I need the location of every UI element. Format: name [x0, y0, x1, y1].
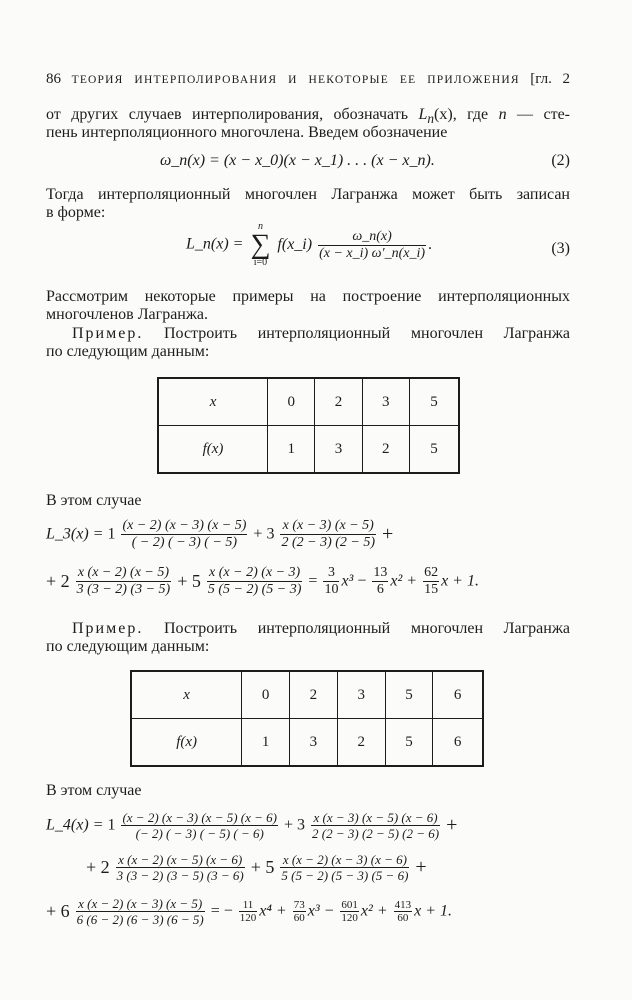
formula-L4-line-3: + 6 $\frac{x (x - 2) (x - 3) (x - 5)}{6 (6 - 2) (6 - 3) (6 - 5)}$ = − $\frac{11}{120}$ x⁴ + $\frac{73}{60}$ x³ − $\frac{601}{120}$ x² + $\frac{413}{60}$ x + 1. — [46, 896, 453, 927]
formula-L4-line-2: + 2 $\frac{x (x - 2) (x - 5) (x - 6)}{3 (3 - 2) (3 - 5) (3 - 6)}$ + 5 $\frac{x (x - 2) (x - 3) (x - 6)}{5 (5 - 2) (5 - 3) (5 - 6)}$ + — [86, 852, 427, 883]
table-cell: 2 — [337, 719, 385, 767]
example-2-line-1 — [72, 620, 570, 638]
math-n: n — [498, 106, 507, 123]
table-cell: 6 — [433, 719, 483, 767]
table-cell: 1 — [242, 719, 290, 767]
text-span: — сте- — [517, 106, 570, 123]
table-row — [158, 378, 459, 426]
table-cell: x — [158, 378, 268, 426]
eq3-numerator: ω_n(x) — [318, 229, 426, 246]
example-2-case-label: В этом случае — [46, 782, 142, 799]
paragraph-1-line-2: пень интерполяционного многочлена. Введем обозначение — [46, 124, 448, 141]
summation-sign: n ∑ i=0 — [250, 221, 271, 268]
example-1-case-label: В этом случае — [46, 492, 142, 509]
example-1-line-1 — [72, 325, 570, 343]
paragraph-2-line-2: в форме: — [46, 204, 106, 221]
example-2-line-2: по следующим данным: — [46, 638, 210, 655]
table-cell: 2 — [315, 378, 362, 426]
math-Ln: $L_n(x)$, — [418, 106, 457, 127]
table-cell: 5 — [385, 719, 433, 767]
table-cell: 2 — [290, 671, 338, 719]
data-table-2 — [130, 670, 484, 767]
eq3-fraction — [318, 229, 426, 262]
running-title: ТЕОРИЯ ИНТЕРПОЛИРОВАНИЯ И НЕКОТОРЫЕ ЕЕ ПРИЛОЖЕНИЯ — [71, 74, 520, 86]
equation-2: ω_n(x) = (x − x_0)(x − x_1) . . . (x − x_n). — [160, 152, 435, 169]
table-row — [131, 671, 483, 719]
text-span: Построить интерполяционный многочлен Лагранжа — [164, 620, 570, 637]
page-header — [46, 70, 570, 89]
sum-lower: i=0 — [253, 257, 268, 268]
table-cell: 0 — [242, 671, 290, 719]
table-cell: 5 — [409, 426, 459, 474]
text-span: где — [467, 106, 489, 123]
table-cell: 5 — [409, 378, 459, 426]
table-cell: x — [131, 671, 242, 719]
paragraph-2-line-1: Тогда интерполяционный многочлен Лагранжа может быть записан — [46, 186, 570, 203]
chapter-ref: [гл. 2 — [530, 71, 571, 87]
table-cell: 5 — [385, 671, 433, 719]
table-cell: 3 — [337, 671, 385, 719]
example-label: Пример. — [72, 325, 144, 342]
sum-upper: n — [257, 221, 263, 232]
table-cell: 2 — [362, 426, 409, 474]
table-cell: f(x) — [158, 426, 268, 474]
eq3-denominator: (x − x_i) ω′_n(x_i) — [319, 245, 426, 261]
text-span: Построить интерполяционный многочлен Лагранжа — [164, 325, 570, 342]
equation-3 — [186, 222, 432, 268]
formula-L3-line-1: L_3(x) = 1 $\frac{(x - 2) (x - 3) (x - 5)}{( - 2) ( - 3) ( - 5)}$ + 3 $\frac{x (x - 3) (x - 5)}{2 (2 - 3) (2 - 5)}$ + — [46, 518, 394, 550]
eq3-term: f(x_i) — [277, 236, 313, 253]
table-row — [158, 426, 459, 474]
equation-3-number: (3) — [551, 240, 570, 257]
example-1-line-2: по следующим данным: — [46, 343, 210, 360]
table-cell: 3 — [362, 378, 409, 426]
table-cell: 3 — [315, 426, 362, 474]
table-cell: 3 — [290, 719, 338, 767]
formula-L3-line-2: + 2 $\frac{x (x - 2) (x - 5)}{3 (3 - 2) (3 - 5)}$ + 5 $\frac{x (x - 2) (x - 3)}{5 (5 - 2) (5 - 3)}$ = $\frac{3}{10}$ x³ − $\frac{13}{6}$ x² + $\frac{62}{15}$ x + 1. — [46, 565, 479, 597]
table-cell: f(x) — [131, 719, 242, 767]
example-label: Пример. — [72, 620, 144, 637]
page-number: 86 — [46, 71, 61, 87]
paragraph-3-line-1: Рассмотрим некоторые примеры на построение интерполяционных — [46, 288, 570, 305]
formula-L4-line-1: L_4(x) = 1 $\frac{(x - 2) (x - 3) (x - 5) (x - 6)}{(- 2) ( - 3) ( - 5) ( - 6)}$ + 3 $\frac{x (x - 3) (x - 5) (x - 6)}{2 (2 - 3) (2 - 5) (2 - 6)}$ + — [46, 810, 458, 841]
paragraph-3-line-2: многочленов Лагранжа. — [46, 306, 209, 323]
eq3-lhs: L_n(x) = — [186, 235, 244, 253]
text-span: от других случаев интерполирования, обозначать — [46, 106, 409, 123]
table-cell: 1 — [268, 426, 315, 474]
eq3-tail: . — [428, 236, 433, 253]
table-cell: 0 — [268, 378, 315, 426]
table-row — [131, 719, 483, 767]
table-cell: 6 — [433, 671, 483, 719]
data-table-1 — [157, 377, 460, 474]
equation-2-number: (2) — [551, 152, 570, 169]
